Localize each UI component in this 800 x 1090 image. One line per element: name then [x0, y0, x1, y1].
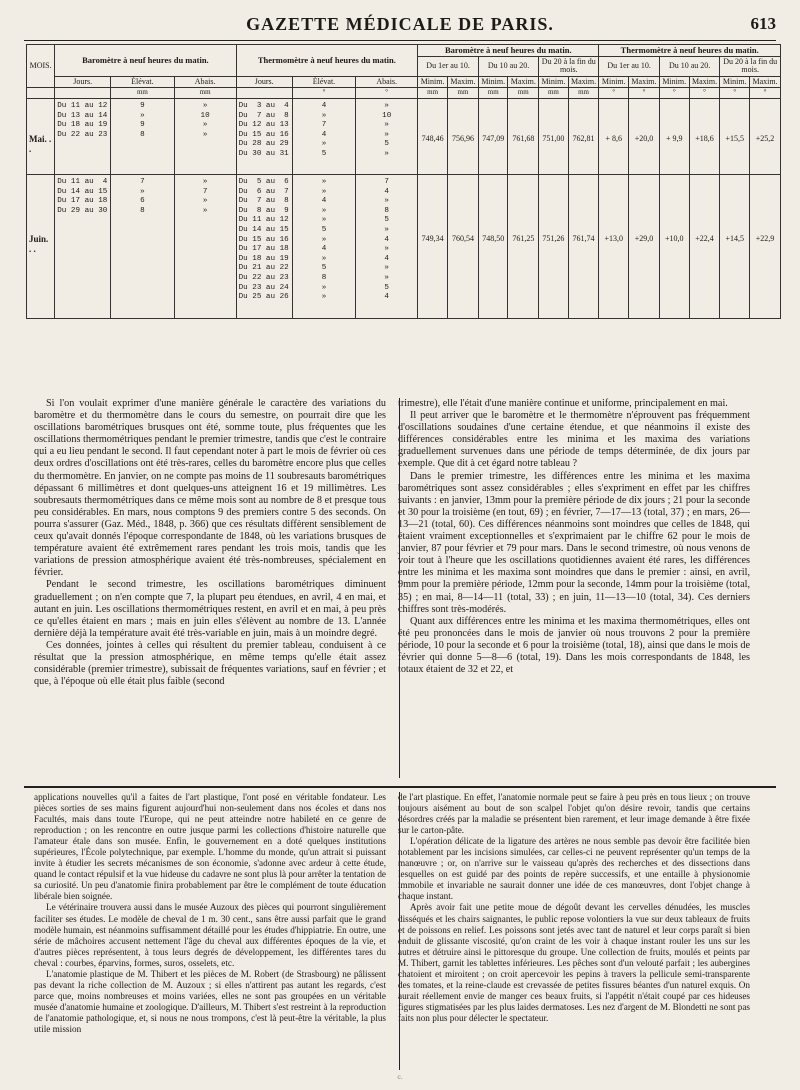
maxim-header: Maxim. — [750, 76, 781, 87]
value-cell: +25,2 — [750, 99, 781, 175]
paragraph: trimestre), elle l'était d'une manière continue et uniforme, principalement en mai. — [398, 398, 728, 409]
baro-period-group-header: Baromètre à neuf heures du matin. — [418, 45, 599, 57]
units-row — [27, 88, 781, 99]
table-row — [27, 175, 781, 319]
value-cell: +14,5 — [720, 175, 750, 319]
journal-title: GAZETTE MÉDICALE DE PARIS. — [246, 14, 554, 34]
value-cell: 747,09 — [478, 99, 507, 175]
maxim-header: Maxim. — [689, 76, 720, 87]
value-cell: +20,0 — [629, 99, 660, 175]
meteorology-table — [26, 44, 781, 319]
abais-header: Abais. — [356, 76, 418, 87]
baro-abais-cell: » 7 » » — [174, 175, 236, 319]
paragraph: Quant aux différences entre les minima et les maxima thermométriques, elles ont été peu prononcées dans le mois de janvier où nous trouvons 2 pour la première période, 10 pour la seconde et 6 pour la troisième (total, 18), ainsi que dans le mois de février qui donne 5—8—6 (total, 19). Dans les mois correspondants de 1848, les totaux étaient de 32 et 22, et — [398, 615, 750, 676]
unit-cell: ° — [659, 88, 689, 99]
value-cell: 760,54 — [447, 175, 478, 319]
baro-elev-cell: 7 » 6 8 — [111, 175, 175, 319]
unit-cell: ° — [356, 88, 418, 99]
value-cell: +10,0 — [659, 175, 689, 319]
page-header — [24, 14, 776, 38]
month-cell: Juin. . . — [27, 175, 55, 319]
value-cell: +18,6 — [689, 99, 720, 175]
article-bottom-right-column — [398, 792, 750, 1070]
value-cell: 749,34 — [418, 175, 448, 319]
value-cell: 748,50 — [478, 175, 507, 319]
paragraph: Pendant le second trimestre, les oscillations barométriques diminuent graduellement ; on n'en compte que 7, la plupart peu étendues, en avril, 4 en mai, et autant en juin. Les oscillations thermométriques restent, en avril et en mai, à peu près ce qu'elles étaient en mars ; mais en juin elles s'élèvent au nombre de 13. L'année dernière déjà la température avait été très-variable en juin, mais à un moindre degré. — [34, 579, 386, 639]
footer-mark: c. — [397, 1074, 403, 1081]
value-cell: +15,5 — [720, 99, 750, 175]
jours-header: Jours. — [55, 76, 111, 87]
paragraph: Dans le premier trimestre, les différences entre les minima et les maxima barométriques sont assez considérables ; elles s'expriment en effet par les chiffres suivants : en janvier, 13mm pour la première période de dix jours ; 21 pour la seconde et 30 pour la troisième (en tout, 69) ; en février, 7—17—13 (total, 37) ; en mars, 26—13—21 (total, 60). Ces différences néanmoins sont moindres que celles de 1848, qui étaient vraiment exceptionnelles et s'exprimaient par le chiffre 62 pour le mois de janvier, 87 pour février et 79 pour mars. Dans le second trimestre, où nous venons de voir tout à l'heure que les oscillations quotidiennes avaient été rares, les différences entre les minima et les maxima sont moindres que dans le premier : ainsi, en avril, 9mm pour la première période, 12mm pour la seconde, 14mm pour la troisième (total, 35) ; en mai, 8—14—11 (total, 33) ; en juin, 11—13—10 (total, 34). Ces derniers chiffres sont très-modérés. — [398, 470, 750, 615]
jours-header: Jours. — [236, 76, 292, 87]
baro-days-cell: Du 11 au 12 Du 13 au 14 Du 18 au 19 Du 22 au 23 — [55, 99, 111, 175]
elevat-header: Élévat. — [111, 76, 175, 87]
section-rule — [24, 786, 776, 788]
paragraph: Si l'on voulait exprimer d'une manière générale le caractère des variations du baromètre et du thermomètre dans le cours du semestre, on pourrait dire que les oscillations barométriques brusques ont été, somme toute, plus fréquentes que les oscillations thermométriques pendant le premier trimestre, tandis que c'est le contraire qui a eu lieu pendant le second. Il faut cependant noter à part le mois de février où ces deux ordres d'oscillations ont été très-rares, celles du baromètre encore plus que celles du thermomètre. En janvier, on ne compte pas moins de 11 soubresauts barométriques dépassant 6 millimètres et dont quelques-uns atteignent 16 et 19 millimètres. Les soubresauts thermométriques dans ce même mois sont au nombre de 8 et presque tous peu considérables. En mars, nous comptons 9 des premiers contre 5 des seconds. On pourra s'assurer (Gaz. Méd., 1848, p. 366) que ces résultats diffèrent sensiblement de ceux qu'avait donnés l'époque correspondante de 1848, où les variations brusques de température avaient été extrêmement rares pendant les trois mois, tandis que les variations de pression atmosphérique avaient été très-nombreuses, spécialement en février. — [34, 398, 386, 579]
paragraph: Le vétérinaire trouvera aussi dans le musée Auzoux des pièces qui pourront singulièrement faciliter ses études. Le modèle de cheval de 1 m. 30 cent., sans être aussi parfait que le grand modèle humain, est néanmoins suffisamment détaillé pour les études d'hippiatrie. En outre, une série de mâchoires accusent nettement l'âge du cheval aux différentes époques de la vie, et d'autres pièces représentent, à tous leurs degrés de développement, les différentes tares du cheval : courbes, éparvins, formes, suros, osselets, etc. — [34, 902, 386, 968]
table-row — [27, 99, 781, 175]
value-cell: 751,26 — [539, 175, 568, 319]
period-header: Du 1er au 10. — [599, 56, 659, 76]
value-cell: 756,96 — [447, 99, 478, 175]
minim-header: Minim. — [659, 76, 689, 87]
article-bottom — [34, 792, 750, 1070]
minim-header: Minim. — [720, 76, 750, 87]
unit-cell: ° — [292, 88, 356, 99]
thermo-abais-cell: 7 4 » 8 5 » 4 » 4 » » 5 4 — [356, 175, 418, 319]
paragraph: L'anatomie plastique de M. Thibert et les pièces de M. Robert (de Strasbourg) ne pâlissent pas devant la riche collection de M. Auzoux ; si elles n'attirent pas autant les regards, c'est parce que, moins nombreuses et moins variées, elles ne sont pas groupées en un véritable musée d'anatomie humaine et zoologique. D'ailleurs, M. Thibert s'est restreint à la reproduction de l'anatomie pathologique, et, si nous ne nous trompons, c'est là peut-être la véritable, la plus utile mission — [34, 968, 386, 1034]
unit-cell: ° — [750, 88, 781, 99]
maxim-header: Maxim. — [629, 76, 660, 87]
value-cell: 761,68 — [508, 99, 539, 175]
column-divider — [399, 398, 400, 778]
paragraph: Après avoir fait une petite moue de dégoût devant les cervelles dénudées, les muscles disséqués et les chairs saignantes, le public repose volontiers la vue sur deux tableaux de fruits et de poissons en relief. Les poissons sont jetés avec tant de naturel et leur corps paraît si bien enduit de glissante viscosité, qu'on craint de les voir à chaque instant rouler les uns sur les autres et détruire ainsi le pittoresque du groupe. Une collection de fruits, moulés et peints par M. Thibert, garnit les tablettes inférieures. Les pêches sont d'un velouté parfait ; les aubergines chatoient et miroitent ; on croit apercevoir les pepins à travers la pellicule semi-transparente des tomates, et la reine-claude est crevassée de petites fissures béantes d'un naturel exquis. On aurait réellement envie de manger ces beaux fruits, si l'appétit n'était coupé par ces hideuses figures stigmatisées par les plus laides dermatoses. Les nez d'argent de M. Blondetti ne sont pas faits non plus pour délecter le spectateur. — [398, 902, 750, 1023]
unit-cell: mm — [111, 88, 175, 99]
paragraph: applications nouvelles qu'il a faites de l'art plastique, l'ont posé en véritable fondateur. Les pièces sorties de ses mains figurent aujourd'hui non-seulement dans nos écoles et dans nos Facultés, mais dans toute l'Europe, qui ne peut atteindre notre habileté en ce genre de reproduction ; on les rencontre en outre jusque parmi les collections d'histoire naturelle que l'amateur étale dans son musée. Enfin, le gouvernement en a doté quelques institutions supérieures, l'École polytechnique, par exemple. L'homme du monde, qu'un attrait si puissant invite à étudier les secrets mécanismes de son économie, s'adonne avec ardeur à cette étude, quand le contact répulsif et la vue hideuse du cadavre ne sont plus là pour arrêter la tentation de sa curiosité. Un peu d'anatomie finira probablement par être le complément de toute éducation libérale bien soignée. — [34, 792, 386, 902]
unit-cell: mm — [478, 88, 507, 99]
period-header: Du 1er au 10. — [418, 56, 479, 76]
unit-cell: mm — [447, 88, 478, 99]
value-cell: +13,0 — [599, 175, 629, 319]
period-header: Du 10 au 20. — [659, 56, 720, 76]
value-cell: 748,46 — [418, 99, 448, 175]
period-header: Du 20 à la fin du mois. — [720, 56, 781, 76]
period-header: Du 20 à la fin du mois. — [539, 56, 599, 76]
value-cell: + 8,6 — [599, 99, 629, 175]
unit-cell: ° — [720, 88, 750, 99]
unit-cell: ° — [629, 88, 660, 99]
thermo-group-header: Thermomètre à neuf heures du matin. — [236, 45, 418, 77]
minim-header: Minim. — [478, 76, 507, 87]
article-top-left-column — [34, 398, 386, 778]
minim-header: Minim. — [418, 76, 448, 87]
article-bottom-left-column — [34, 792, 386, 1070]
month-cell: Mai. . . — [27, 99, 55, 175]
thermo-period-group-header: Thermomètre à neuf heures du matin. — [599, 45, 781, 57]
value-cell: 762,81 — [568, 99, 599, 175]
column-divider — [399, 792, 400, 1070]
paragraph: L'opération délicate de la ligature des artères ne nous semble pas devoir être facilitée bien notablement par les incisions simulées, car celles-ci ne peuvent représenter qu'un temps de la manœuvre ; or, on n'arrive sur le vaisseau qu'après des recherches et des dissections dans lesquelles on est guidé par des points de repère successifs, et une entaille à physionomie immobile et invariable ne saurait donner une idée de ces manœuvres, dont l'objet change à chaque instant. — [398, 836, 750, 902]
minim-header: Minim. — [539, 76, 568, 87]
paragraph: de l'art plastique. En effet, l'anatomie normale peut se faire à peu près en tous lieux ; on trouve toujours aisément au bout de son scalpel l'objet qu'on désire revoir, tandis que certains désordres créés par la maladie se présentent bien rarement, et leur image demande à être fixée sur le carton-pâte. — [398, 792, 750, 836]
thermo-days-cell: Du 3 au 4 Du 7 au 8 Du 12 au 13 Du 15 au 16 Du 28 au 29 Du 30 au 31 — [236, 99, 292, 175]
value-cell: + 9,9 — [659, 99, 689, 175]
unit-cell: ° — [689, 88, 720, 99]
baro-group-header: Baromètre à neuf heures du matin. — [55, 45, 236, 77]
elevat-header: Élévat. — [292, 76, 356, 87]
unit-cell: ° — [599, 88, 629, 99]
value-cell: 761,25 — [508, 175, 539, 319]
unit-cell: mm — [568, 88, 599, 99]
article-top-right-column — [398, 398, 750, 778]
baro-elev-cell: 9 » 9 8 — [111, 99, 175, 175]
paragraph: Ces données, jointes à celles qui résultent du premier tableau, conduisent à ce résultat que la pression atmosphérique, en même temps qu'elle était assez considérable (premier trimestre), subissait de fréquentes variations, sauf en février ; et que, à l'époque où elle était plus faible (second — [34, 639, 386, 688]
maxim-header: Maxim. — [447, 76, 478, 87]
maxim-header: Maxim. — [508, 76, 539, 87]
baro-days-cell: Du 11 au 4 Du 14 au 15 Du 17 au 18 Du 29 au 30 — [55, 175, 111, 319]
maxim-header: Maxim. — [568, 76, 599, 87]
abais-header: Abais. — [174, 76, 236, 87]
unit-cell: mm — [539, 88, 568, 99]
unit-cell: mm — [174, 88, 236, 99]
unit-cell: mm — [508, 88, 539, 99]
minim-header: Minim. — [599, 76, 629, 87]
article-top — [34, 398, 750, 778]
value-cell: +22,9 — [750, 175, 781, 319]
thermo-elev-cell: » » 4 » » 5 » 4 » 5 8 » » — [292, 175, 356, 319]
value-cell: +22,4 — [689, 175, 720, 319]
mois-header: MOIS. — [27, 45, 55, 88]
thermo-days-cell: Du 5 au 6 Du 6 au 7 Du 7 au 8 Du 8 au 9 Du 11 au 12 Du 14 au 15 Du 15 au 16 Du 17 au 18 Du 18 au 19 Du 21 au 22 Du 22 au 23 Du 23 au 24 Du 25 au 26 — [236, 175, 292, 319]
value-cell: 761,74 — [568, 175, 599, 319]
header-rule — [24, 40, 776, 41]
unit-cell: mm — [418, 88, 448, 99]
baro-abais-cell: » 10 » » — [174, 99, 236, 175]
paragraph: Il peut arriver que le baromètre et le thermomètre n'éprouvent pas fréquemment d'oscillations soudaines d'une certaine étendue, et que néanmoins il existe des différences considérables entre les minima et les maxima des variations graduellement survenues dans une période de temps déterminée, de dix jours par exemple. Que dit à cet égard notre tableau ? — [398, 410, 750, 470]
period-header: Du 10 au 20. — [478, 56, 538, 76]
thermo-abais-cell: » 10 » » 5 » — [356, 99, 418, 175]
page-number: 613 — [750, 14, 776, 33]
value-cell: +29,0 — [629, 175, 660, 319]
value-cell: 751,00 — [539, 99, 568, 175]
thermo-elev-cell: 4 » 7 4 » 5 — [292, 99, 356, 175]
